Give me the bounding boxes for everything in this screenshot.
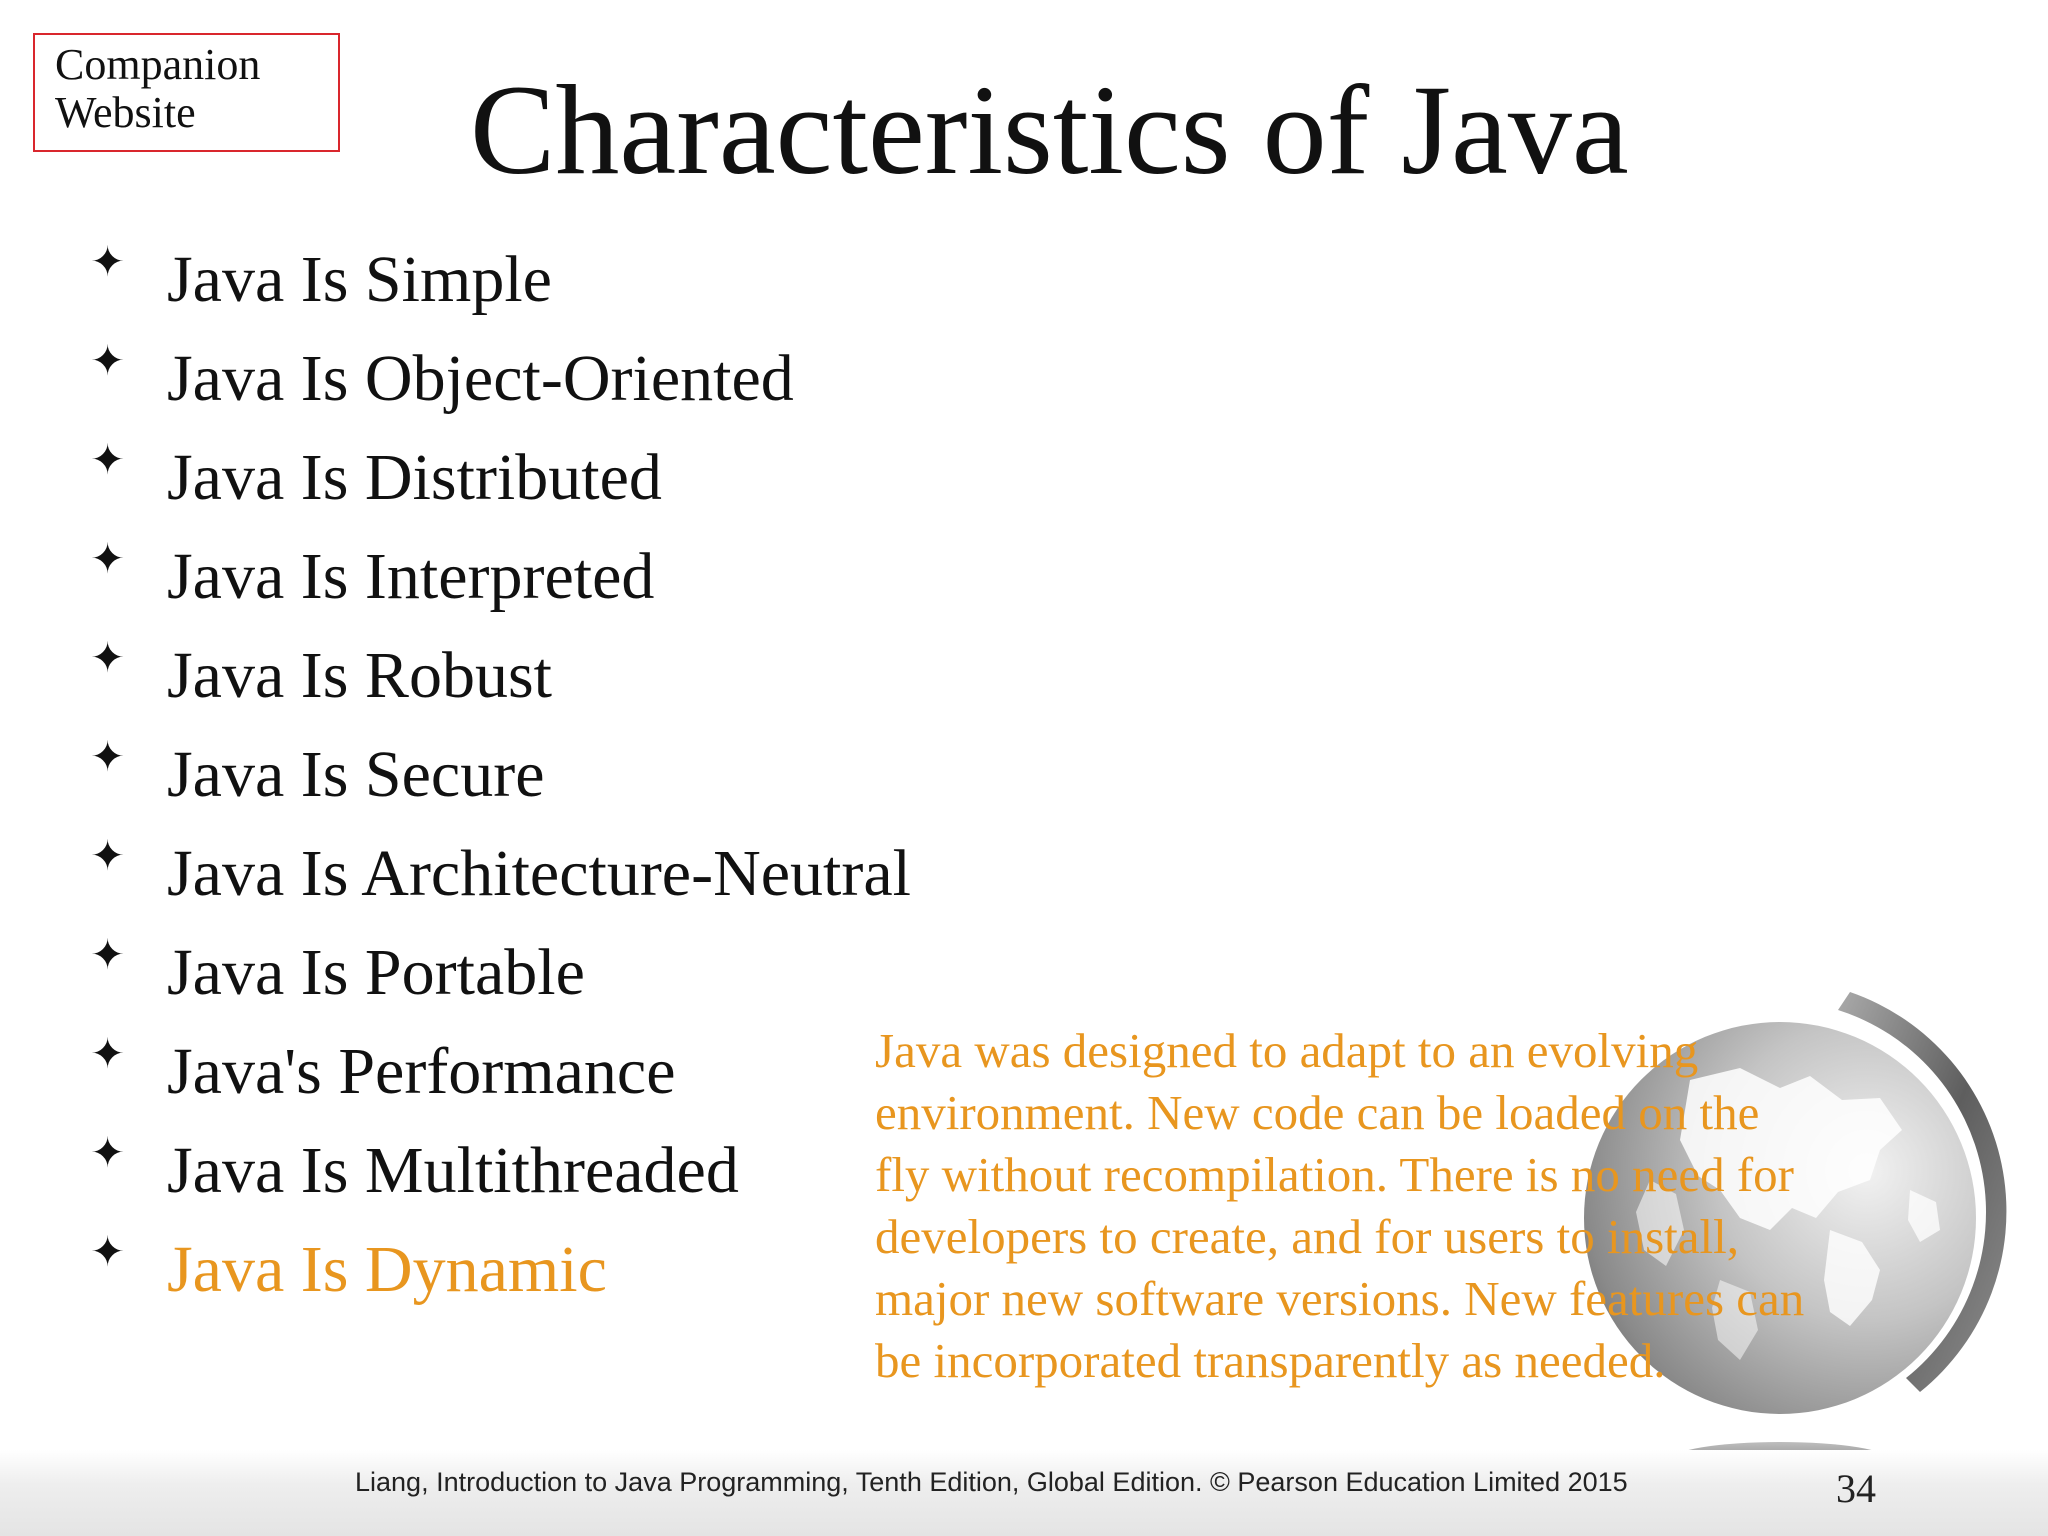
- page-number: 34: [1836, 1466, 1876, 1511]
- companion-line-2: Website: [55, 88, 196, 137]
- callout-line: be incorporated transparently as needed.: [875, 1333, 1666, 1388]
- star-bullet-icon: ✦: [90, 732, 126, 781]
- star-bullet-icon: ✦: [90, 1227, 126, 1276]
- list-item-label: Java's Performance: [167, 1035, 676, 1108]
- star-bullet-icon: ✦: [90, 534, 126, 583]
- list-item-label: Java Is Secure: [167, 738, 545, 811]
- callout-line: Java was designed to adapt to an evolving: [875, 1023, 1699, 1078]
- star-bullet-icon: ✦: [90, 930, 126, 979]
- list-item-label: Java Is Dynamic: [167, 1233, 607, 1306]
- list-item-label: Java Is Simple: [167, 243, 552, 316]
- slide-title: Characteristics of Java: [470, 59, 1629, 201]
- list-item-label: Java Is Interpreted: [167, 540, 655, 613]
- companion-website-box[interactable]: [33, 33, 340, 152]
- callout-line: developers to create, and for users to install,: [875, 1209, 1740, 1264]
- star-bullet-icon: ✦: [90, 633, 126, 682]
- star-bullet-icon: ✦: [90, 336, 126, 385]
- list-item-label: Java Is Robust: [167, 639, 552, 712]
- dynamic-explanation-callout: [875, 1020, 1995, 1392]
- list-item-label: Java Is Architecture-Neutral: [167, 837, 911, 910]
- callout-line: environment. New code can be loaded on the: [875, 1085, 1760, 1140]
- list-item-label: Java Is Distributed: [167, 441, 662, 514]
- callout-line: fly without recompilation. There is no need for: [875, 1147, 1794, 1202]
- star-bullet-icon: ✦: [90, 831, 126, 880]
- star-bullet-icon: ✦: [90, 1029, 126, 1078]
- star-bullet-icon: ✦: [90, 1128, 126, 1177]
- callout-line: major new software versions. New features can: [875, 1271, 1805, 1326]
- list-item-label: Java Is Object-Oriented: [167, 342, 794, 415]
- star-bullet-icon: ✦: [90, 435, 126, 484]
- list-item-label: Java Is Portable: [167, 936, 585, 1009]
- footer-citation: Liang, Introduction to Java Programming, Tenth Edition, Global Edition. © Pearson Education Limited 2015: [355, 1467, 1628, 1497]
- companion-line-1: Companion: [55, 40, 261, 89]
- list-item-label: Java Is Multithreaded: [167, 1134, 739, 1207]
- star-bullet-icon: ✦: [90, 237, 126, 286]
